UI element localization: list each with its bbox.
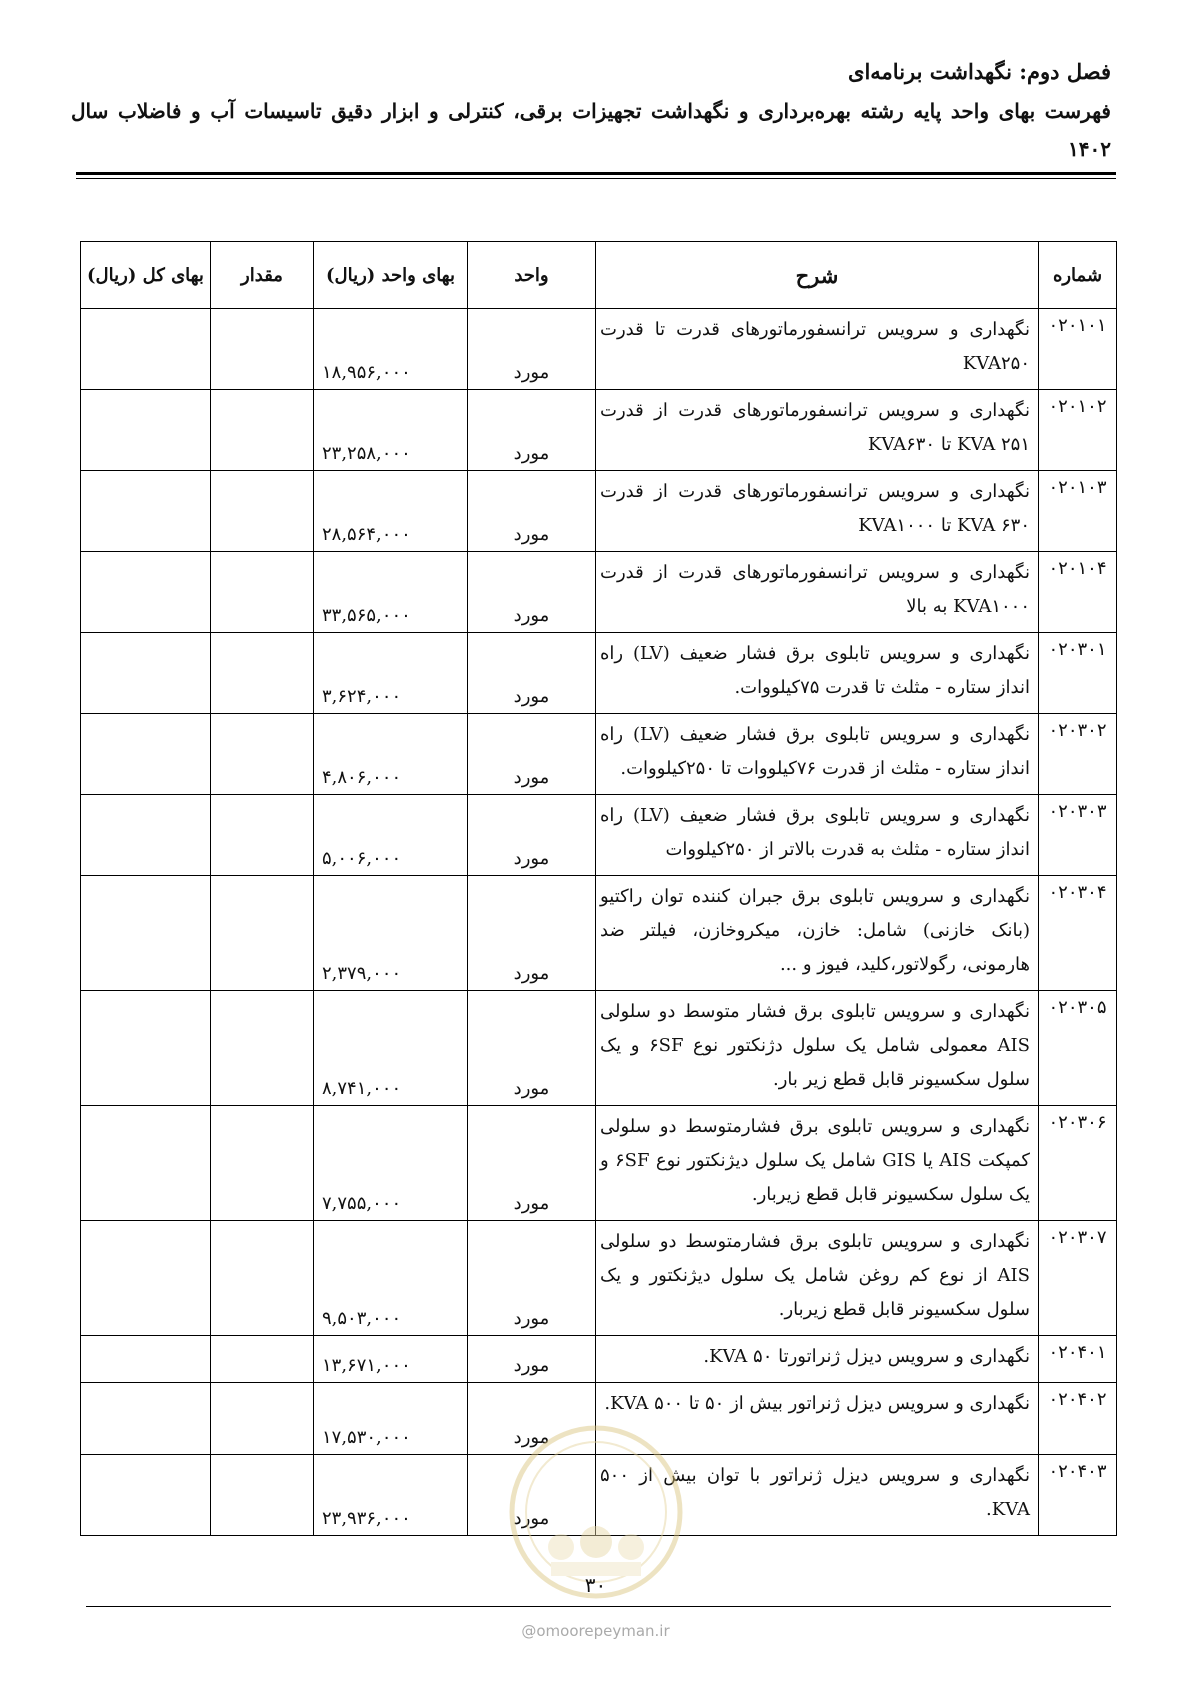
row-unit-price: ۳۳,۵۶۵,۰۰۰ (314, 552, 468, 633)
table-row (81, 876, 1117, 991)
row-unit: مورد (468, 633, 596, 714)
row-description: نگهداری و سرویس ترانسفورماتورهای قدرت تا قدرت KVA۲۵۰ (596, 309, 1039, 390)
row-unit: مورد (468, 876, 596, 991)
row-code: ۰۲۰۱۰۴ (1039, 552, 1117, 633)
row-code: ۰۲۰۳۰۶ (1039, 1106, 1117, 1221)
row-total (81, 552, 211, 633)
row-quantity (211, 876, 314, 991)
table-row (81, 991, 1117, 1106)
row-code: ۰۲۰۴۰۳ (1039, 1455, 1117, 1536)
table-row (81, 1336, 1117, 1383)
row-quantity (211, 795, 314, 876)
row-total (81, 1336, 211, 1383)
row-unit-price: ۲۳,۹۳۶,۰۰۰ (314, 1455, 468, 1536)
row-quantity (211, 991, 314, 1106)
chapter-title: فصل دوم: نگهداشت برنامه‌ای (848, 59, 1111, 84)
table-header-row (81, 242, 1117, 309)
row-quantity (211, 552, 314, 633)
row-description: نگهداری و سرویس ترانسفورماتورهای قدرت از قدرت KVA ۶۳۰ تا KVA۱۰۰۰ (596, 471, 1039, 552)
table-row (81, 633, 1117, 714)
row-description: نگهداری و سرویس تابلوی برق فشارمتوسط دو سلولی AIS از نوع کم روغن شامل یک سلول دیژنکتور و یک سلول سکسیونر قابل قطع زیربار. (596, 1221, 1039, 1336)
row-code: ۰۲۰۱۰۱ (1039, 309, 1117, 390)
row-quantity (211, 1336, 314, 1383)
table-row (81, 390, 1117, 471)
site-watermark: @omoorepeyman.ir (521, 1622, 670, 1640)
row-quantity (211, 471, 314, 552)
table-row (81, 1221, 1117, 1336)
row-total (81, 1221, 211, 1336)
row-description: نگهداری و سرویس تابلوی برق فشار متوسط دو سلولی AIS معمولی شامل یک سلول دژنکتور نوع ۶SF و یک سلول سکسیونر قابل قطع زیر بار. (596, 991, 1039, 1106)
row-unit-price: ۱۸,۹۵۶,۰۰۰ (314, 309, 468, 390)
row-quantity (211, 309, 314, 390)
row-total (81, 390, 211, 471)
row-code: ۰۲۰۳۰۷ (1039, 1221, 1117, 1336)
row-unit: مورد (468, 1106, 596, 1221)
row-total (81, 876, 211, 991)
row-unit: مورد (468, 309, 596, 390)
row-unit-price: ۲۳,۲۵۸,۰۰۰ (314, 390, 468, 471)
col-header-code: شماره (1039, 242, 1117, 309)
row-unit-price: ۷,۷۵۵,۰۰۰ (314, 1106, 468, 1221)
row-unit: مورد (468, 390, 596, 471)
row-code: ۰۲۰۳۰۲ (1039, 714, 1117, 795)
row-code: ۰۲۰۳۰۴ (1039, 876, 1117, 991)
row-total (81, 991, 211, 1106)
row-total (81, 309, 211, 390)
row-quantity (211, 633, 314, 714)
row-code: ۰۲۰۴۰۲ (1039, 1383, 1117, 1455)
row-unit: مورد (468, 1336, 596, 1383)
row-quantity (211, 1106, 314, 1221)
row-unit: مورد (468, 471, 596, 552)
row-quantity (211, 390, 314, 471)
row-unit: مورد (468, 991, 596, 1106)
price-list-table (80, 241, 1117, 1536)
row-unit: مورد (468, 1455, 596, 1536)
footer-rule (86, 1606, 1111, 1607)
row-description: نگهداری و سرویس دیزل ژنراتورتا ۵۰ KVA. (596, 1336, 1039, 1383)
row-description: نگهداری و سرویس تابلوی برق فشارمتوسط دو سلولی کمپکت AIS یا GIS شامل یک سلول دیژنکتور نوع ۶SF و یک سلول سکسیونر قابل قطع زیربار. (596, 1106, 1039, 1221)
row-code: ۰۲۰۱۰۲ (1039, 390, 1117, 471)
document-subtitle: فهرست بهای واحد پایه رشته بهره‌برداری و نگهداشت تجهیزات برقی، کنترلی و ابزار دقیق تاسیسات آب و فاضلاب سال ۱۴۰۲ (71, 99, 1111, 161)
row-total (81, 795, 211, 876)
row-unit-price: ۹,۵۰۳,۰۰۰ (314, 1221, 468, 1336)
row-unit-price: ۸,۷۴۱,۰۰۰ (314, 991, 468, 1106)
row-code: ۰۲۰۳۰۳ (1039, 795, 1117, 876)
col-header-desc: شرح (596, 242, 1039, 309)
row-total (81, 633, 211, 714)
row-quantity (211, 1455, 314, 1536)
row-code: ۰۲۰۳۰۱ (1039, 633, 1117, 714)
row-unit-price: ۵,۰۰۶,۰۰۰ (314, 795, 468, 876)
table-row (81, 714, 1117, 795)
row-unit: مورد (468, 795, 596, 876)
page-number: ۳۰ (584, 1573, 607, 1597)
col-header-unit: واحد (468, 242, 596, 309)
row-description: نگهداری و سرویس دیزل ژنراتور بیش از ۵۰ تا ۵۰۰ KVA. (596, 1383, 1039, 1455)
row-unit: مورد (468, 1221, 596, 1336)
table-row (81, 1106, 1117, 1221)
table-row (81, 795, 1117, 876)
row-unit-price: ۴,۸۰۶,۰۰۰ (314, 714, 468, 795)
row-quantity (211, 1383, 314, 1455)
row-code: ۰۲۰۳۰۵ (1039, 991, 1117, 1106)
table-row (81, 471, 1117, 552)
row-total (81, 1455, 211, 1536)
row-unit-price: ۲,۳۷۹,۰۰۰ (314, 876, 468, 991)
row-description: نگهداری و سرویس تابلوی برق جبران کننده توان راکتیو (بانک خازنی) شامل: خازن، میکروخازن، فیلتر ضد هارمونی، رگولاتور،کلید، فیوز و ... (596, 876, 1039, 991)
header-rule-thin (76, 178, 1116, 179)
row-description: نگهداری و سرویس تابلوی برق فشار ضعیف (LV) راه انداز ستاره - مثلث به قدرت بالاتر از ۲۵۰کیلووات (596, 795, 1039, 876)
row-unit-price: ۲۸,۵۶۴,۰۰۰ (314, 471, 468, 552)
row-quantity (211, 714, 314, 795)
page-header (71, 58, 1111, 168)
col-header-quantity: مقدار (211, 242, 314, 309)
row-quantity (211, 1221, 314, 1336)
row-description: نگهداری و سرویس تابلوی برق فشار ضعیف (LV) راه انداز ستاره - مثلث تا قدرت ۷۵کیلووات. (596, 633, 1039, 714)
row-description: نگهداری و سرویس دیزل ژنراتور با توان بیش از ۵۰۰ KVA. (596, 1455, 1039, 1536)
header-rule-thick (76, 172, 1116, 175)
row-unit-price: ۱۷,۵۳۰,۰۰۰ (314, 1383, 468, 1455)
table-row (81, 552, 1117, 633)
table-row (81, 309, 1117, 390)
row-total (81, 714, 211, 795)
row-description: نگهداری و سرویس تابلوی برق فشار ضعیف (LV) راه انداز ستاره - مثلث از قدرت ۷۶کیلووات تا ۲۵۰کیلووات. (596, 714, 1039, 795)
row-unit-price: ۱۳,۶۷۱,۰۰۰ (314, 1336, 468, 1383)
col-header-unit-price: بهای واحد (ریال) (314, 242, 468, 309)
row-code: ۰۲۰۱۰۳ (1039, 471, 1117, 552)
row-unit: مورد (468, 714, 596, 795)
row-total (81, 471, 211, 552)
col-header-total: بهای کل (ریال) (81, 242, 211, 309)
row-unit: مورد (468, 552, 596, 633)
row-total (81, 1383, 211, 1455)
row-unit: مورد (468, 1383, 596, 1455)
row-total (81, 1106, 211, 1221)
row-description: نگهداری و سرویس ترانسفورماتورهای قدرت از قدرت KVA۱۰۰۰ به بالا (596, 552, 1039, 633)
row-description: نگهداری و سرویس ترانسفورماتورهای قدرت از قدرت KVA ۲۵۱ تا KVA۶۳۰ (596, 390, 1039, 471)
row-code: ۰۲۰۴۰۱ (1039, 1336, 1117, 1383)
row-unit-price: ۳,۶۲۴,۰۰۰ (314, 633, 468, 714)
